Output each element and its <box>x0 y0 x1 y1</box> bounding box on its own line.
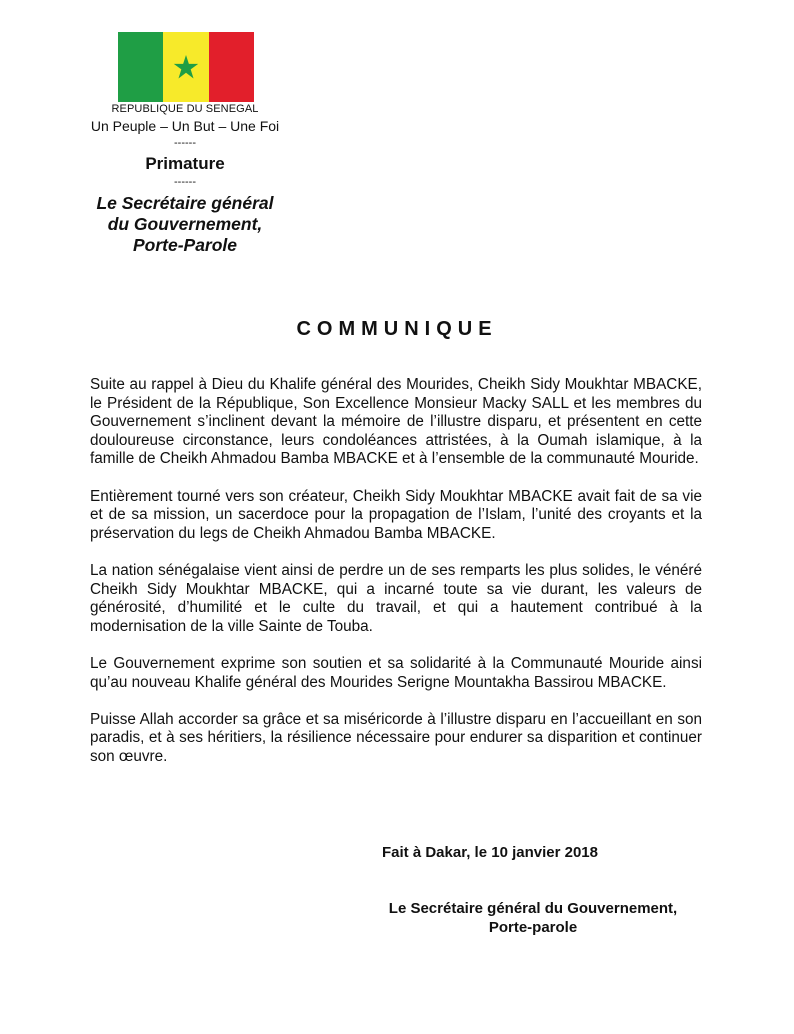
document-title: COMMUNIQUE <box>296 318 498 340</box>
signatory-role: Porte-parole <box>488 919 578 936</box>
signatory-title: Le Secrétaire général du Gouvernement, <box>388 900 678 917</box>
paragraph: Suite au rappel à Dieu du Khalife général des Mourides, Cheikh Sidy Moukhtar MBACKE, le Président de la République, Son Excellence Monsieur Macky SALL et les membres du Gouvernement s’inclinent devant la mémoire de l’illustre disparu, et présentent en cette douloureuse circonstance, leurs condoléances attristées, à la Oumah islamique, à la famille de Cheikh Ahmadou Bamba MBACKE et à l’ensemble de la communauté Mouride. <box>90 376 702 468</box>
secretary-title-line: Porte-Parole <box>132 235 238 255</box>
flag-green-band <box>118 32 163 102</box>
paragraph: Entièrement tourné vers son créateur, Cheikh Sidy Moukhtar MBACKE avait fait de sa vie et de sa mission, un sacerdoce pour la propagation de l’Islam, l’unité des croyants et la préservation du legs de Cheikh Ahmadou Bamba MBACKE. <box>90 487 702 542</box>
place-date: Fait à Dakar, le 10 janvier 2018 <box>382 844 598 861</box>
communique-body <box>90 376 702 785</box>
secretary-title-line: du Gouvernement, <box>107 214 263 234</box>
signatory-block <box>360 899 706 937</box>
separator: ------ <box>174 176 196 188</box>
secretary-title-line: Le Secrétaire général <box>96 193 274 213</box>
separator: ------ <box>174 137 196 149</box>
national-motto: Un Peuple – Un But – Une Foi <box>90 118 280 134</box>
republic-name: REPUBLIQUE DU SENEGAL <box>111 103 259 115</box>
secretary-title <box>70 193 300 256</box>
office-name: Primature <box>145 154 225 173</box>
paragraph: Le Gouvernement exprime son soutien et sa solidarité à la Communauté Mouride ainsi qu’au nouveau Khalife général des Mourides Serigne Mountakha Bassirou MBACKE. <box>90 654 702 691</box>
senegal-flag <box>118 32 254 102</box>
paragraph: Puisse Allah accorder sa grâce et sa miséricorde à l’illustre disparu en l’accueillant en son paradis, et à ses héritiers, la résilience nécessaire pour endurer sa disparition et continuer son œuvre. <box>90 710 702 765</box>
paragraph: La nation sénégalaise vient ainsi de perdre un de ses remparts les plus solides, le vénéré Cheikh Sidy Moukhtar MBACKE, qui a incarné toute sa vie durant, les valeurs de générosité, d’humilité et le culte du travail, et qui a hautement contribué à la modernisation de la ville Sainte de Touba. <box>90 561 702 635</box>
flag-red-band <box>209 32 254 102</box>
star-icon <box>173 54 199 80</box>
